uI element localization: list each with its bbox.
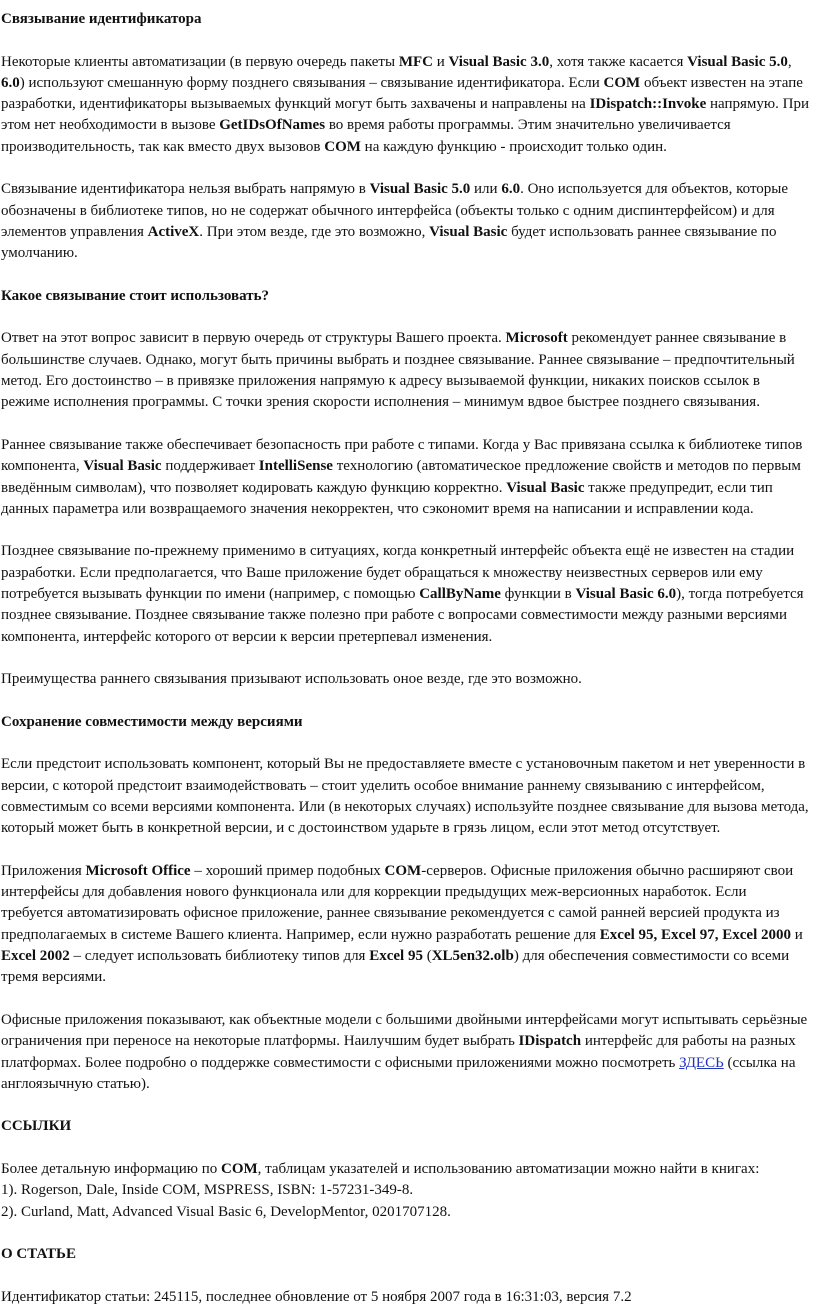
bold-term: COM xyxy=(324,138,361,155)
paragraph xyxy=(1,179,812,264)
bold-term: COM xyxy=(220,1161,258,1178)
bold-term: 6.0 xyxy=(1,74,20,91)
text-run: и xyxy=(791,926,803,943)
bold-term: Visual Basic xyxy=(83,458,162,475)
bold-term: Excel 2002 xyxy=(1,948,70,965)
bold-term: GetIDsOfNames xyxy=(219,117,326,134)
bold-term: Visual Basic xyxy=(429,223,508,240)
text-run: Приложения xyxy=(1,862,86,879)
text-run: ) для обеспечения совместимости со всеми тремя версиями. xyxy=(1,948,790,986)
text-run: или xyxy=(470,181,502,198)
bold-term: Visual Basic 3.0 xyxy=(448,53,550,70)
about-heading: О СТАТЬЕ xyxy=(1,1246,76,1263)
bold-term: Visual Basic 5.0 xyxy=(369,181,471,198)
bold-term: MFC xyxy=(398,53,433,70)
text-run: . Оно используется для объектов, которые обозначены в библиотеке типов, но не содержат обычного интерфейса (объекты только с одним диспинтерфейсом) и для элементов управления xyxy=(1,181,789,240)
text-run: , xyxy=(787,53,792,70)
text-run: также предупредит, если тип данных параметра или возвращаемого значения некорректен, что сэкономит время на написании и исправлении кода. xyxy=(1,479,773,517)
paragraph xyxy=(1,754,812,839)
section-heading: Сохранение совместимости между версиями xyxy=(1,713,303,730)
paragraph xyxy=(1,52,812,158)
bold-term: IntelliSense xyxy=(258,458,333,475)
text-run: ) используют смешанную форму позднего связывания – связывание идентификатора. Если xyxy=(19,74,604,91)
text-run: объект известен на этапе разработки, идентификаторы вызываемых функций могут быть захвачены и направлены на xyxy=(1,74,803,113)
bold-term: Microsoft Office xyxy=(85,862,191,879)
text-run: Более детальную информацию по xyxy=(1,1161,221,1178)
bold-term: CallByName xyxy=(419,586,501,603)
text-run: Раннее связывание также обеспечивает безопасность при работе с типами. Когда у Вас привязана ссылка к библиотеке типов компонента, xyxy=(1,436,803,475)
text-run: – хороший пример подобных xyxy=(190,862,385,879)
text-run: поддерживает xyxy=(161,458,259,475)
paragraph xyxy=(1,1010,812,1095)
text-run: на каждую функцию - происходит только один. xyxy=(360,138,667,155)
text-run: Позднее связывание по-прежнему применимо в ситуациях, когда конкретный интерфейс объекта ещё не известен на стадии разработки. Если предполагается, что Ваше приложение будет обращаться к множеству неизвестных серверов или ему потребуется вызывать функции по имени (например, с помощью xyxy=(1,543,795,603)
article-link[interactable]: ЗДЕСЬ xyxy=(679,1054,724,1071)
text-run: , хотя также касается xyxy=(549,53,688,70)
text-run: Некоторые клиенты автоматизации (в первую очередь пакеты xyxy=(1,53,399,70)
bold-term: XL5en32.olb xyxy=(431,948,514,965)
reference-1: 1). Rogerson, Dale, Inside COM, MSPRESS, ISBN: 1-57231-349-8. xyxy=(1,1182,414,1199)
text-run: -серверов. Офисные приложения обычно расширяют свои интерфейсы для добавления нового функционала или для коррекции предыдущих меж-версионных наработок. Если требуется автоматизировать офисное приложение, раннее связывание рекомендуется с самой ранней версией продукта из предполагаемых в системе Вашего клиента. Например, если нужно разработать решение для xyxy=(1,862,794,943)
text-run: – следует использовать библиотеку типов для xyxy=(69,948,370,965)
bold-term: Visual Basic 6.0 xyxy=(575,586,677,603)
text-run: ), тогда потребуется позднее связывание. Позднее связывание также полезно при работе с вопросами совместимости между разными версиями компонента, интерфейс которого от версии к версии претерпевал изменения. xyxy=(1,586,804,645)
text-run: и xyxy=(432,53,449,70)
text-run: рекомендует раннее связывание в большинстве случаев. Однако, могут быть причины выбрать и позднее связывание. Раннее связывание – предпочтительный метод. Его достоинство – в привязке приложения напрямую к адресу вызываемой функции, никаких поисков ссылок в режиме исполнения программы. С точки зрения скорости исполнения – минимум вдвое быстрее позднего связывания. xyxy=(1,330,795,411)
bold-term: ActiveX xyxy=(147,223,200,240)
paragraph xyxy=(1,669,812,690)
text-run: функции в xyxy=(500,586,576,603)
text-run: Связывание идентификатора нельзя выбрать напрямую в xyxy=(1,181,370,198)
links-intro xyxy=(1,1159,812,1180)
paragraph xyxy=(1,541,812,647)
bold-term: Microsoft xyxy=(505,330,568,347)
text-run: Офисные приложения показывают, как объектные модели с большими двойными интерфейсами могут испытывать серьёзные ограничения при переносе на некоторые платформы. Наилучшим будет выбрать xyxy=(1,1011,808,1050)
text-run: , таблицам указателей и использованию автоматизации можно найти в книгах: xyxy=(257,1161,760,1178)
bold-term: Excel 95 xyxy=(369,948,423,965)
article-body xyxy=(1,9,812,1116)
text-run: Преимущества раннего связывания призывают использовать оное везде, где это возможно. xyxy=(1,671,582,688)
section-heading: Связывание идентификатора xyxy=(1,11,202,27)
paragraph xyxy=(1,435,812,520)
text-run: напрямую. При этом нет необходимости в вызове xyxy=(1,96,809,134)
section-heading: Какое связывание стоит использовать? xyxy=(1,287,270,304)
bold-term: COM xyxy=(384,862,422,879)
bold-term: IDispatch::Invoke xyxy=(589,96,707,113)
bold-term: Visual Basic xyxy=(506,479,585,496)
text-run: во время работы программы. Этим значительно увеличивается производительность, так как вместо двух вызовов xyxy=(1,117,731,155)
bold-term: Visual Basic 5.0 xyxy=(687,53,788,70)
bold-term: COM xyxy=(603,74,641,91)
paragraph xyxy=(1,861,812,989)
paragraph xyxy=(1,328,812,413)
article-id-line: Идентификатор статьи: 245115, последнее обновление от 5 ноября 2007 года в 16:31:03, версия 7.2 xyxy=(1,1288,632,1305)
bold-term: Excel 95, Excel 97, Excel 2000 xyxy=(599,926,792,943)
bold-term: IDispatch xyxy=(518,1033,582,1050)
text-run: Ответ на этот вопрос зависит в первую очередь от структуры Вашего проекта. xyxy=(1,330,506,347)
text-run: ( xyxy=(422,948,432,965)
text-run: технологию (автоматическое предложение свойств и методов по первым введённым символам), что позволяет кодировать каждую функцию корректно. xyxy=(1,458,801,496)
reference-2: 2). Curland, Matt, Advanced Visual Basic 6, DevelopMentor, 0201707128. xyxy=(1,1203,451,1220)
text-run: . При этом везде, где это возможно, xyxy=(199,223,430,240)
text-run: интерфейс для работы на разных платформах. Более подробно о поддержке совместимости с офисными приложениями можно посмотреть xyxy=(1,1033,796,1071)
text-run: (ссылка на англоязычную статью). xyxy=(1,1054,796,1092)
bold-term: 6.0 xyxy=(501,181,521,198)
links-heading: ССЫЛКИ xyxy=(1,1118,72,1135)
text-run: будет использовать раннее связывание по умолчанию. xyxy=(1,223,777,262)
text-run: Если предстоит использовать компонент, который Вы не предоставляете вместе с установочным пакетом и нет уверенности в версии, с которой предстоит взаимодействовать – стоит уделить особое внимание раннему связыванию с интерфейсом, совместимым со всеми версиями компонента. Или (в некоторых случаях) используйте позднее связывание для вызова метода, который может быть в конкретной версии, и с достоинством ударьте в грязь лицом, если этот метод отсутствует. xyxy=(1,756,809,837)
